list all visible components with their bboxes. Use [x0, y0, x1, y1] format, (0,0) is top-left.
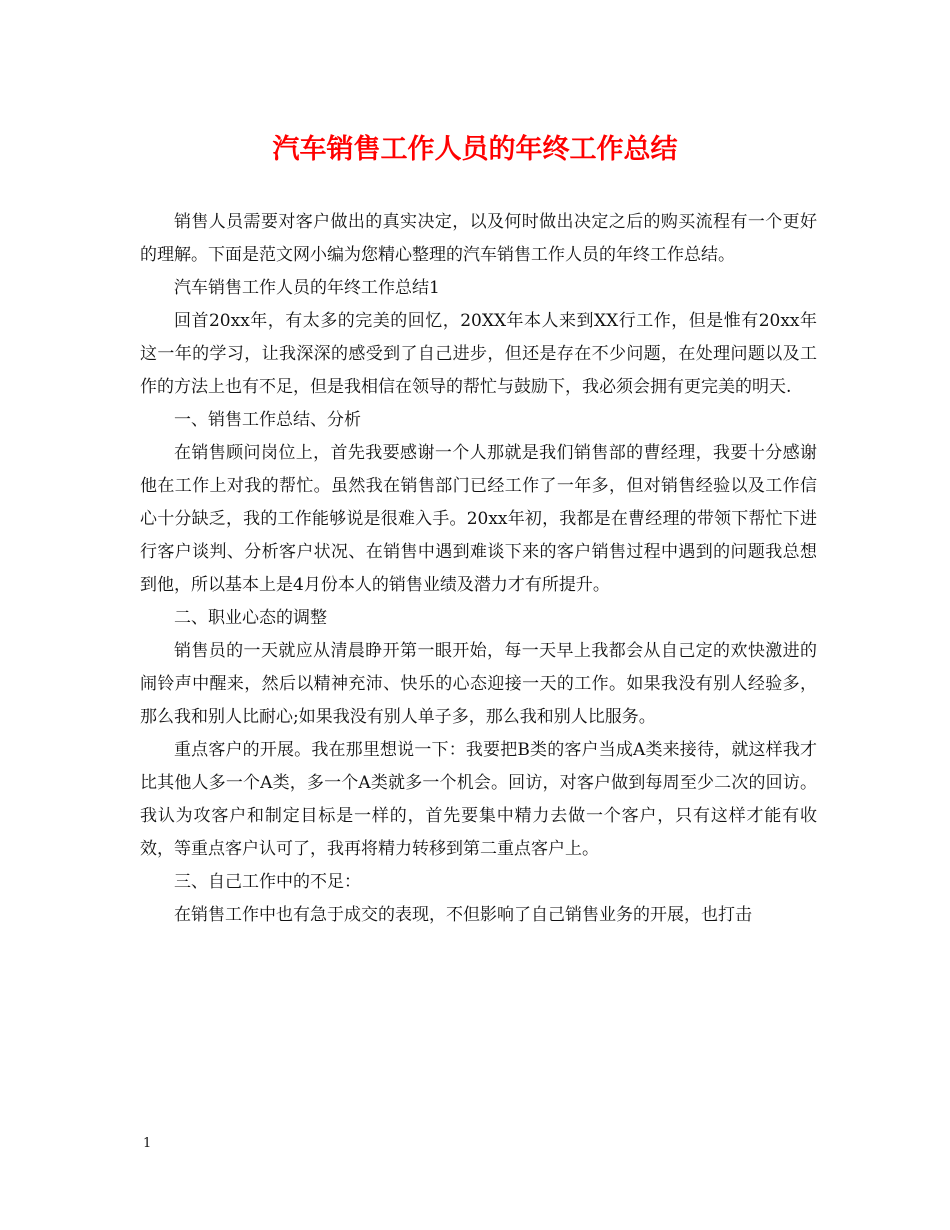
mindset-paragraph: 销售员的一天就应从清晨睁开第一眼开始，每一天早上我都会从自己定的欢快激进的闹铃声中醒来，然后以精神充沛、快乐的心态迎接一天的工作。如果我没有别人经验多，那么我和别人比耐心;如果我没有别人单子多，那么我和别人比服务。 — [140, 641, 817, 727]
shortcomings-paragraph: 在销售工作中也有急于成交的表现，不但影响了自己销售业务的开展，也打击 — [174, 905, 752, 925]
intro-paragraph: 销售人员需要对客户做出的真实决定，以及何时做出决定之后的购买流程有一个更好的理解。下面是范文网小编为您精心整理的汽车销售工作人员的年终工作总结。 — [140, 212, 817, 265]
document-title: 汽车销售工作人员的年终工作总结 — [272, 134, 678, 165]
sales-analysis-paragraph: 在销售顾问岗位上，首先我要感谢一个人那就是我们销售部的曹经理，我要十分感谢他在工作上对我的帮忙。虽然我在销售部门已经工作了一年多，但对销售经验以及工作信心十分缺乏，我的工作能够说是很难入手。20xx年初，我都是在曹经理的带领下帮忙下进行客户谈判、分析客户状况、在销售中遇到难谈下来的客户销售过程中遇到的问题我总想到他，所以基本上是4月份本人的销售业绩及潜力才有所提升。 — [140, 443, 817, 595]
key-customers-paragraph: 重点客户的开展。我在那里想说一下：我要把B类的客户当成A类来接待，就这样我才比其他人多一个A类，多一个A类就多一个机会。回访，对客户做到每周至少二次的回访。我认为攻客户和制定目标是一样的，首先要集中精力去做一个客户，只有这样才能有收效，等重点客户认可了，我再将精力转移到第二重点客户上。 — [140, 740, 817, 859]
page-number: 1 — [143, 1136, 152, 1151]
section-heading-sales-analysis: 一、销售工作总结、分析 — [174, 410, 361, 430]
section-heading-mindset: 二、职业心态的调整 — [174, 608, 327, 628]
review-paragraph: 回首20xx年，有太多的完美的回忆，20XX年本人来到XX行工作，但是惟有20xx年这一年的学习，让我深深的感受到了自己进步，但还是存在不少问题，在处理问题以及工作的方法上也有不足，但是我相信在领导的帮忙与鼓励下，我必须会拥有更完美的明天. — [140, 311, 817, 397]
section-heading-shortcomings: 三、自己工作中的不足： — [174, 872, 361, 892]
document-body — [140, 206, 817, 932]
section-heading-summary-1: 汽车销售工作人员的年终工作总结1 — [174, 278, 440, 298]
